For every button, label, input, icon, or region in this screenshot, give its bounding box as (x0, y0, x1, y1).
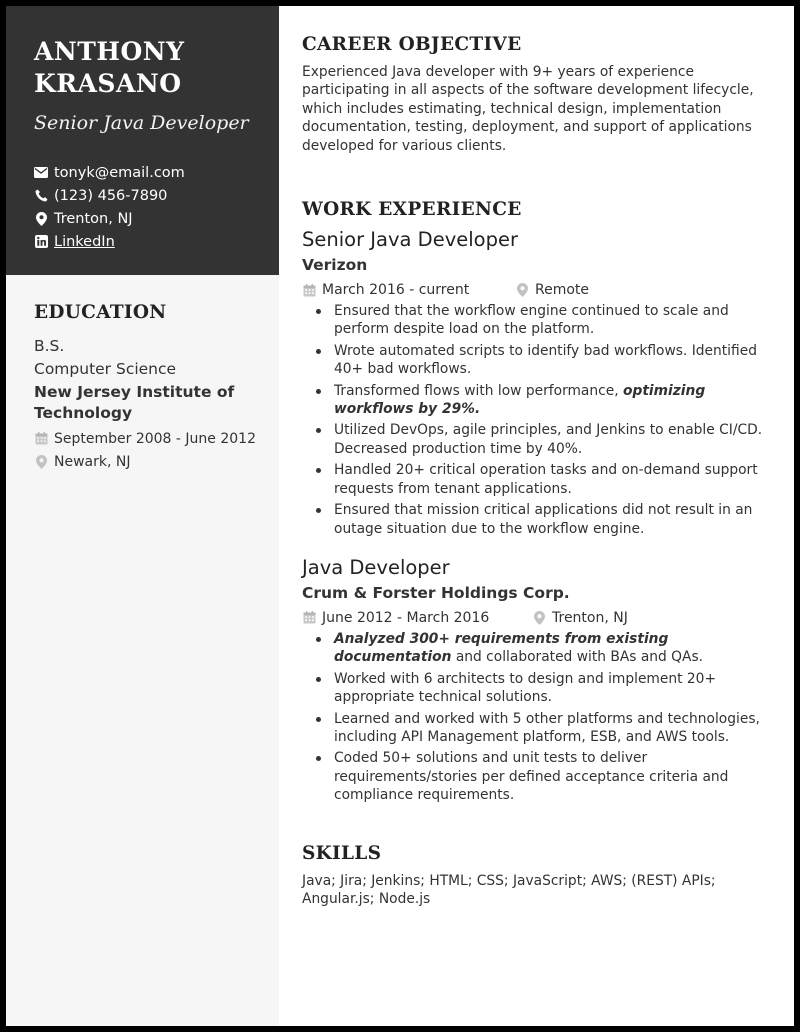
contact-location (34, 207, 279, 230)
job-meta (302, 608, 794, 628)
skills-heading: SKILLS (302, 842, 382, 864)
contact-linkedin (34, 230, 279, 253)
list-item: Wrote automated scripts to identify bad workflows. Identified 40+ bad workflows. (302, 342, 772, 379)
education-degree: B.S. (34, 337, 65, 355)
job-company: Crum & Forster Holdings Corp. (302, 583, 570, 602)
location-text: Trenton, NJ (54, 210, 133, 227)
resume-page (6, 6, 794, 1026)
main-content (279, 6, 794, 1026)
job-location-text: Trenton, NJ (552, 609, 628, 626)
job-dates (302, 282, 515, 298)
job-location (515, 282, 589, 298)
list-item: Handled 20+ critical operation tasks and on-demand support requests from tenant applications. (302, 461, 772, 498)
skills-section (302, 843, 794, 909)
list-item: Ensured that the workflow engine continued to scale and perform despite load on the platform. (302, 302, 772, 339)
calendar-icon (34, 432, 48, 446)
map-pin-icon (34, 455, 48, 469)
sidebar (6, 6, 279, 1026)
education-heading: EDUCATION (34, 302, 167, 323)
job-location (532, 610, 628, 626)
job-title: Senior Java Developer (302, 228, 518, 252)
name-line-2: KRASANO (34, 69, 182, 98)
experience-heading: WORK EXPERIENCE (302, 199, 522, 221)
objective-section (302, 34, 794, 155)
education-location-text: Newark, NJ (54, 453, 131, 470)
list-item: Coded 50+ solutions and unit tests to deliver requirements/stories per defined acceptance criteria and compliance requirements. (302, 749, 772, 804)
contact-email (34, 161, 279, 184)
job-entry (302, 556, 794, 805)
education-dates (34, 427, 279, 450)
job-meta (302, 280, 794, 300)
map-pin-icon (515, 283, 529, 297)
skills-text: Java; Jira; Jenkins; HTML; CSS; JavaScript; AWS; (REST) APIs; Angular.js; Node.js (302, 872, 716, 907)
contact-phone (34, 184, 279, 207)
phone-icon (34, 189, 48, 203)
job-title: Java Developer (302, 555, 450, 579)
calendar-icon (302, 611, 316, 625)
phone-text[interactable]: (123) 456-7890 (54, 187, 168, 204)
list-item: Ensured that mission critical applications did not result in an outage situation due to the workflow engine. (302, 501, 772, 538)
list-item: Analyzed 300+ requirements from existing documentation and collaborated with BAs and QAs. (302, 630, 772, 667)
job-dates-text: June 2012 - March 2016 (322, 609, 490, 626)
map-pin-icon (532, 611, 546, 625)
linkedin-link[interactable]: LinkedIn (54, 233, 115, 250)
list-item: Worked with 6 architects to design and implement 20+ appropriate technical solutions. (302, 670, 772, 707)
email-text[interactable]: tonyk@email.com (54, 164, 185, 181)
candidate-name (34, 36, 279, 100)
list-item: Transformed flows with low performance, optimizing workflows by 29%. (302, 382, 772, 419)
job-bullets (302, 630, 794, 805)
job-entry (302, 228, 794, 538)
job-location-text: Remote (535, 282, 590, 299)
calendar-icon (302, 283, 316, 297)
list-item: Learned and worked with 5 other platforms and technologies, including API Management platform, ESB, and AWS tools. (302, 710, 772, 747)
contact-list (34, 161, 279, 253)
envelope-icon (34, 166, 48, 180)
objective-heading: CAREER OBJECTIVE (302, 34, 522, 55)
education-school: New Jersey Institute of Technology (34, 383, 235, 422)
job-bullets (302, 302, 794, 538)
experience-section (302, 199, 794, 805)
candidate-title: Senior Java Developer (34, 112, 249, 134)
job-dates (302, 610, 532, 626)
job-dates-text: March 2016 - current (322, 282, 470, 299)
education-field: Computer Science (34, 360, 177, 378)
education-section (6, 275, 279, 473)
list-item: Utilized DevOps, agile principles, and Jenkins to enable CI/CD. Decreased production time by 40%. (302, 421, 772, 458)
job-company: Verizon (302, 256, 368, 275)
resume-header (6, 6, 279, 275)
linkedin-icon (34, 235, 48, 249)
education-location (34, 450, 279, 473)
map-pin-icon (34, 212, 48, 226)
name-line-1: ANTHONY (34, 37, 185, 66)
objective-text: Experienced Java developer with 9+ years of experience participating in all aspects of the software development lifecycle, which includes estimating, technical design, implementation documentation, testing, deployment, and support of applications developed for various clients. (302, 64, 754, 154)
education-dates-text: September 2008 - June 2012 (54, 430, 256, 447)
